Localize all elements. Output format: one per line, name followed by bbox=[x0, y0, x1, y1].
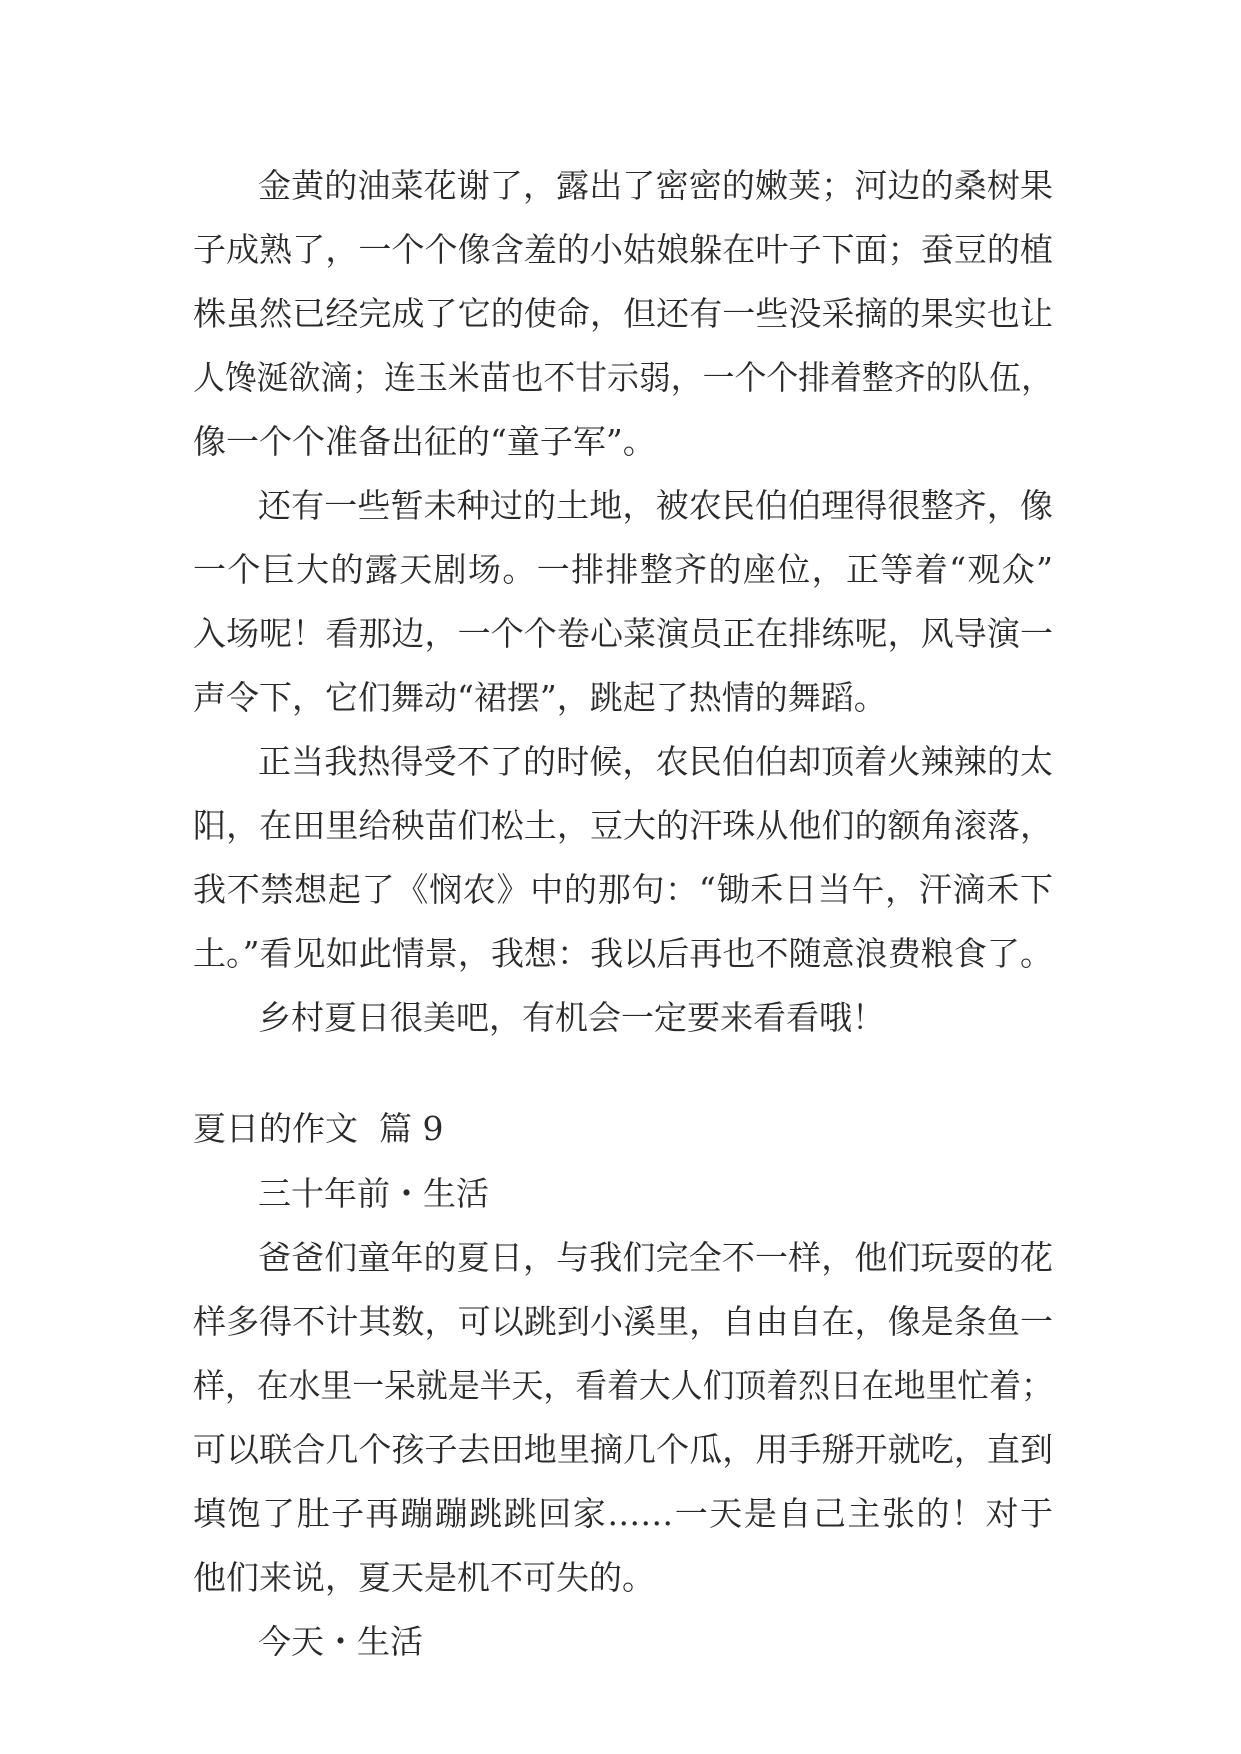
paragraph-closing: 乡村夏日很美吧，有机会一定要来看看哦！ bbox=[258, 998, 885, 1037]
essay-title: 夏日的作文 篇 9 bbox=[193, 1109, 444, 1148]
text-line: 正当我热得受不了的时候，农民伯伯却顶着火辣辣的太 bbox=[258, 742, 1053, 781]
text-line: 金黄的油菜花谢了，露出了密密的嫩荚；河边的桑树果 bbox=[258, 166, 1053, 205]
text-line: 他们来说，夏天是机不可失的。 bbox=[193, 1558, 655, 1597]
text-line: 我不禁想起了《悯农》中的那句：“锄禾日当午，汗滴禾下 bbox=[193, 870, 1053, 909]
text-line: 样多得不计其数，可以跳到小溪里，自由自在，像是条鱼一 bbox=[193, 1302, 1053, 1341]
text-line: 还有一些暂未种过的土地，被农民伯伯理得很整齐，像 bbox=[258, 486, 1053, 525]
text-line: 阳，在田里给秧苗们松土，豆大的汗珠从他们的额角滚落， bbox=[193, 806, 1053, 845]
text-line: 填饱了肚子再蹦蹦跳跳回家……一天是自己主张的！对于 bbox=[193, 1494, 1053, 1533]
text-line: 声令下，它们舞动“裙摆”，跳起了热情的舞蹈。 bbox=[193, 678, 887, 717]
text-line: 爸爸们童年的夏日，与我们完全不一样，他们玩耍的花 bbox=[258, 1238, 1053, 1277]
text-line: 子成熟了，一个个像含羞的小姑娘躲在叶子下面；蚕豆的植 bbox=[193, 230, 1053, 269]
text-line: 像一个个准备出征的“童子军”。 bbox=[193, 422, 656, 461]
text-line: 样，在水里一呆就是半天，看着大人们顶着烈日在地里忙着； bbox=[193, 1366, 1053, 1405]
text-line: 人馋涎欲滴；连玉米苗也不甘示弱，一个个排着整齐的队伍， bbox=[193, 358, 1053, 397]
text-line: 一个巨大的露天剧场。一排排整齐的座位，正等着“观众” bbox=[193, 550, 1053, 589]
section-subtitle: 今天・生活 bbox=[258, 1622, 423, 1661]
text-line: 可以联合几个孩子去田地里摘几个瓜，用手掰开就吃，直到 bbox=[193, 1430, 1053, 1469]
text-line: 土。”看见如此情景，我想：我以后再也不随意浪费粮食了。 bbox=[193, 934, 1053, 973]
section-subtitle: 三十年前・生活 bbox=[258, 1174, 489, 1213]
text-line: 株虽然已经完成了它的使命，但还有一些没采摘的果实也让 bbox=[193, 294, 1053, 333]
text-line: 入场呢！看那边，一个个卷心菜演员正在排练呢，风导演一 bbox=[193, 614, 1053, 653]
